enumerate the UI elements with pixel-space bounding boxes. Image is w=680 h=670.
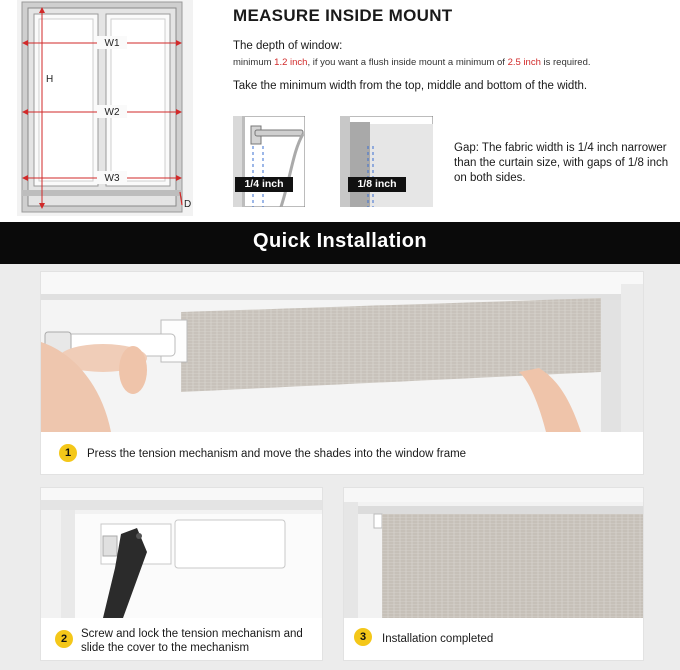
step-3-badge: 3 — [354, 628, 372, 646]
label-w3: W3 — [104, 173, 120, 184]
gap-eighth-diagram — [340, 116, 412, 207]
depth-title: The depth of window: — [233, 40, 343, 52]
step-1-card — [40, 271, 644, 475]
step-2-text-line2: slide the cover to the mechanism — [81, 642, 250, 654]
gap-description: Gap: The fabric width is 1/4 inch narrower than the curtain size, with gaps of 1/8 inch on both sides. — [454, 142, 669, 184]
step-2-photo — [41, 488, 323, 618]
quick-installation-title: Quick Installation — [253, 230, 427, 252]
gap-quarter-diagram — [233, 116, 305, 207]
label-d: D — [184, 199, 192, 210]
depth-min-value: 1.2 inch — [274, 57, 308, 68]
width-instruction: Take the minimum width from the top, middle and bottom of the width. — [233, 80, 588, 92]
depth-prefix: minimum — [233, 57, 275, 68]
step-3-text: Installation completed — [382, 633, 494, 645]
gap-eighth-label: 1/8 inch — [348, 177, 406, 192]
depth-suffix: is required. — [540, 57, 591, 68]
depth-requirement — [233, 57, 591, 68]
step-3-card — [343, 487, 644, 661]
step-2-text-line1: Screw and lock the tension mechanism and — [81, 628, 303, 640]
label-w1: W1 — [104, 38, 120, 49]
depth-middle: , if you want a flush inside mount a minimum of — [307, 57, 508, 68]
label-h: H — [46, 74, 54, 85]
window-measurement-diagram — [17, 0, 193, 216]
step-1-text: Press the tension mechanism and move the shades into the window frame — [87, 448, 467, 460]
fabric-gap-illustration — [340, 116, 433, 207]
step-1-photo — [41, 272, 644, 432]
gap-quarter-label: 1/4 inch — [235, 177, 293, 192]
step-1-badge: 1 — [59, 444, 77, 462]
measure-heading: MEASURE INSIDE MOUNT — [233, 6, 453, 25]
depth-flush-value: 2.5 inch — [507, 57, 541, 68]
bracket-rod-illustration — [233, 116, 305, 207]
label-w2: W2 — [104, 107, 120, 118]
step-2-badge: 2 — [55, 630, 73, 648]
step-3-photo — [344, 488, 644, 618]
step-2-text — [81, 627, 303, 655]
step-2-card — [40, 487, 323, 661]
